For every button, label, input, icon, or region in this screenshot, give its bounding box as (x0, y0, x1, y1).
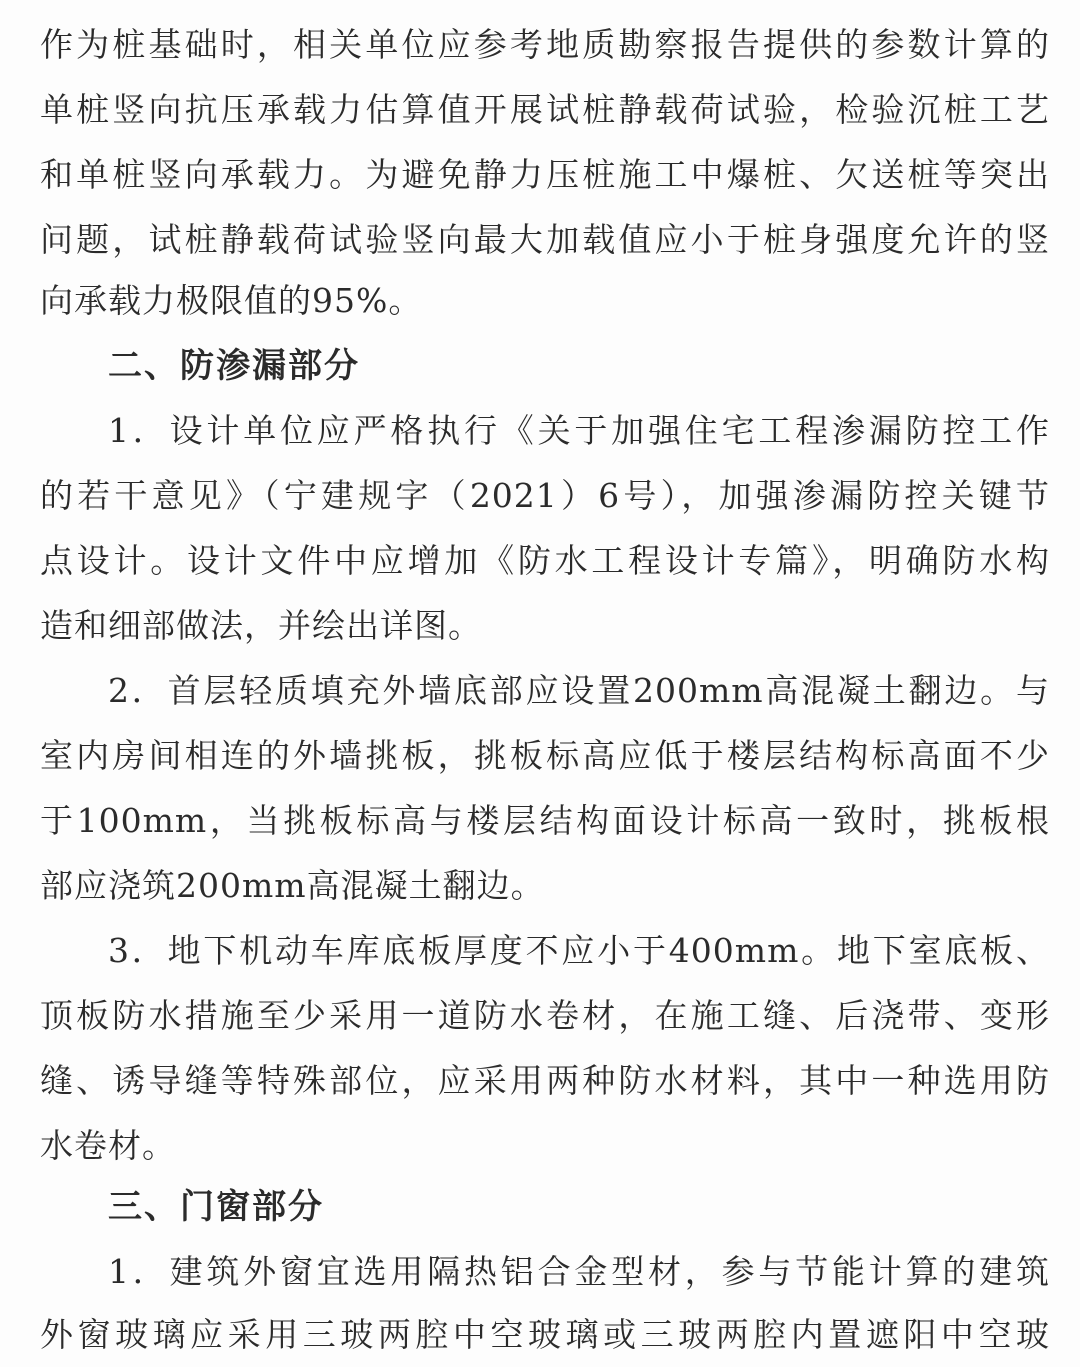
section-heading: 二、防渗漏部分 (108, 346, 360, 386)
text-line: 造和细部做法，并绘出详图。 (40, 606, 482, 645)
text-line: 于100mm，当挑板标高与楼层结构面设计标高一致时，挑板根 (40, 801, 1050, 840)
text-line: 室内房间相连的外墙挑板，挑板标高应低于楼层结构标高面不少 (40, 736, 1050, 775)
text-line: 顶板防水措施至少采用一道防水卷材，在施工缝、后浇带、变形 (40, 996, 1050, 1035)
text-line: 的若干意见》（宁建规字（2021）6号），加强渗漏防控关键节 (40, 476, 1050, 515)
text-line: 点设计。设计文件中应增加《防水工程设计专篇》，明确防水构 (40, 541, 1050, 580)
text-line: 1．设计单位应严格执行《关于加强住宅工程渗漏防控工作 (108, 411, 1050, 450)
text-line: 缝、诱导缝等特殊部位，应采用两种防水材料，其中一种选用防 (40, 1061, 1050, 1100)
text-line: 2．首层轻质填充外墙底部应设置200mm高混凝土翻边。与 (108, 671, 1050, 710)
text-line: 部应浇筑200mm高混凝土翻边。 (40, 866, 545, 905)
text-line: 3．地下机动车库底板厚度不应小于400mm。地下室底板、 (108, 931, 1050, 970)
text-line: 单桩竖向抗压承载力估算值开展试桩静载荷试验，检验沉桩工艺 (40, 90, 1050, 129)
text-line: 外窗玻璃应采用三玻两腔中空玻璃或三玻两腔内置遮阳中空玻 (40, 1315, 1050, 1354)
section-heading: 三、门窗部分 (108, 1187, 324, 1227)
text-line: 作为桩基础时，相关单位应参考地质勘察报告提供的参数计算的 (40, 25, 1050, 64)
text-line: 1．建筑外窗宜选用隔热铝合金型材，参与节能计算的建筑 (108, 1252, 1050, 1291)
text-line: 水卷材。 (40, 1126, 176, 1165)
text-line: 向承载力极限值的95%。 (40, 281, 423, 320)
text-line: 问题，试桩静载荷试验竖向最大加载值应小于桩身强度允许的竖 (40, 220, 1050, 259)
text-line: 和单桩竖向承载力。为避免静力压桩施工中爆桩、欠送桩等突出 (40, 155, 1050, 194)
